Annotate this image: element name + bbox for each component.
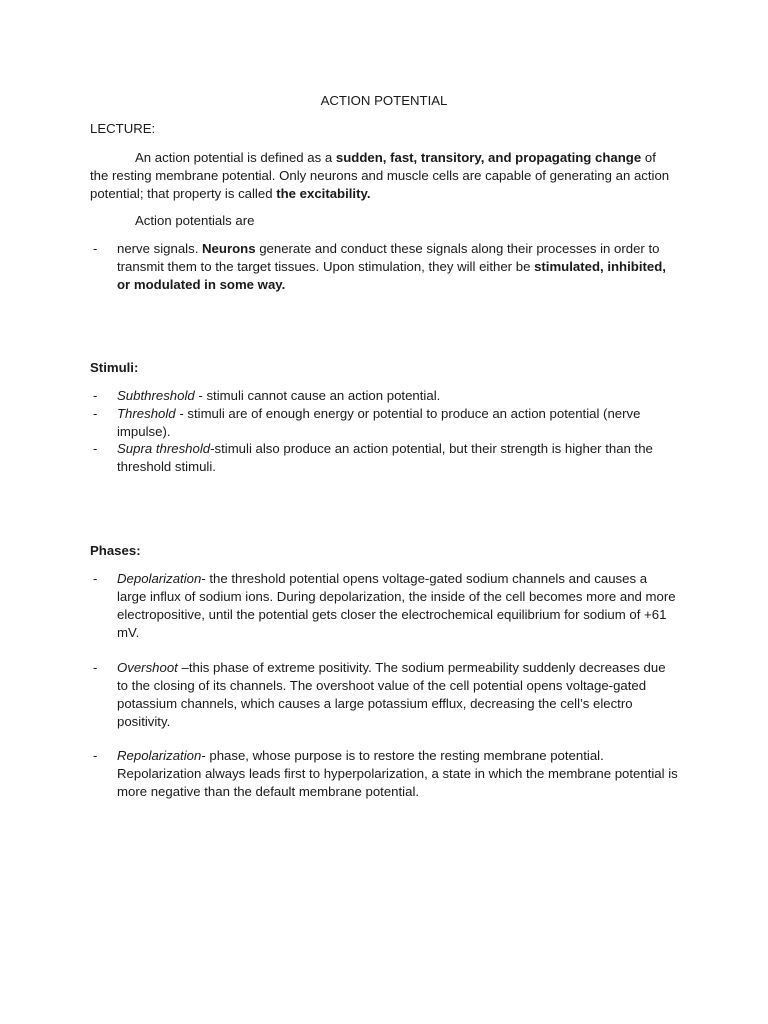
list-item-text	[117, 440, 680, 476]
list-dash: -	[93, 241, 98, 256]
phase-term: Repolarization	[117, 748, 202, 763]
list-dash: -	[93, 748, 98, 763]
list-item-text	[117, 570, 680, 642]
action-potentials-are-paragraph: Action potentials are	[135, 213, 255, 228]
stimuli-heading: Stimuli:	[90, 360, 139, 375]
list-dash: -	[93, 571, 98, 586]
intro-paragraph	[90, 149, 676, 203]
phase-term: Depolarization	[117, 571, 202, 586]
list-dash: -	[93, 660, 98, 675]
stimuli-term: Subthreshold	[117, 388, 195, 403]
intro-emphasis-excitability: the excitability.	[276, 186, 371, 201]
phases-list-item	[90, 747, 680, 801]
phases-list-item	[90, 570, 680, 642]
list-item-text	[117, 240, 680, 294]
phase-term: Overshoot	[117, 660, 178, 675]
phase-description: - phase, whose purpose is to restore the resting membrane potential. Repolarization always leads first to hyperpolarization, a state in which the membrane potential is more negative than the default membrane potential.	[117, 748, 678, 799]
stimuli-term: Supra threshold	[117, 441, 211, 456]
phase-description: –this phase of extreme positivity. The sodium permeability suddenly decreases due to the closing of its channels. The overshoot value of the cell potential opens voltage-gated potassium channels, which causes a large potassium efflux, decreasing the cell’s electro positivity.	[117, 660, 666, 729]
list-item-text	[117, 387, 680, 405]
signals-text-c: generate and conduct these signals along their processes in order to transmit them to the target tissues. Upon stimulation, they will either be	[117, 241, 660, 274]
stimuli-list-item	[90, 440, 680, 476]
list-item-text	[117, 405, 680, 441]
stimuli-description: - stimuli cannot cause an action potential.	[194, 388, 441, 403]
phases-heading: Phases:	[90, 543, 141, 558]
intro-emphasis-definition: sudden, fast, transitory, and propagating change	[335, 150, 642, 165]
intro-text-a: An action potential is defined as a	[135, 150, 336, 165]
nerve-signals-list-item	[90, 240, 680, 294]
list-dash: -	[93, 406, 98, 421]
stimuli-list-item	[90, 387, 680, 405]
stimuli-list-item	[90, 405, 680, 441]
list-item-text	[117, 659, 680, 731]
lecture-label: LECTURE:	[90, 121, 156, 136]
intro-text-c: of the resting membrane potential. Only neurons and muscle cells are capable of generating an action potential; that property is called	[90, 150, 670, 201]
stimuli-description: - stimuli are of enough energy or potential to produce an action potential (nerve impulse).	[117, 406, 641, 439]
signals-emphasis-neurons: Neurons	[202, 241, 256, 256]
list-dash: -	[93, 441, 98, 456]
phases-list-item	[90, 659, 680, 731]
stimuli-description: -stimuli also produce an action potential, but their strength is higher than the threshold stimuli.	[117, 441, 653, 474]
signals-text-a: nerve signals.	[117, 241, 203, 256]
signals-emphasis-outcome: stimulated, inhibited, or modulated in some way.	[117, 259, 666, 292]
list-item-text	[117, 747, 680, 801]
document-title: ACTION POTENTIAL	[320, 93, 448, 108]
stimuli-term: Threshold	[117, 406, 176, 421]
phase-description: - the threshold potential opens voltage-gated sodium channels and causes a large influx of sodium ions. During depolarization, the inside of the cell becomes more and more electropositive, until the potential gets closer the electrochemical equilibrium for sodium of +61 mV.	[117, 571, 676, 640]
list-dash: -	[93, 388, 98, 403]
